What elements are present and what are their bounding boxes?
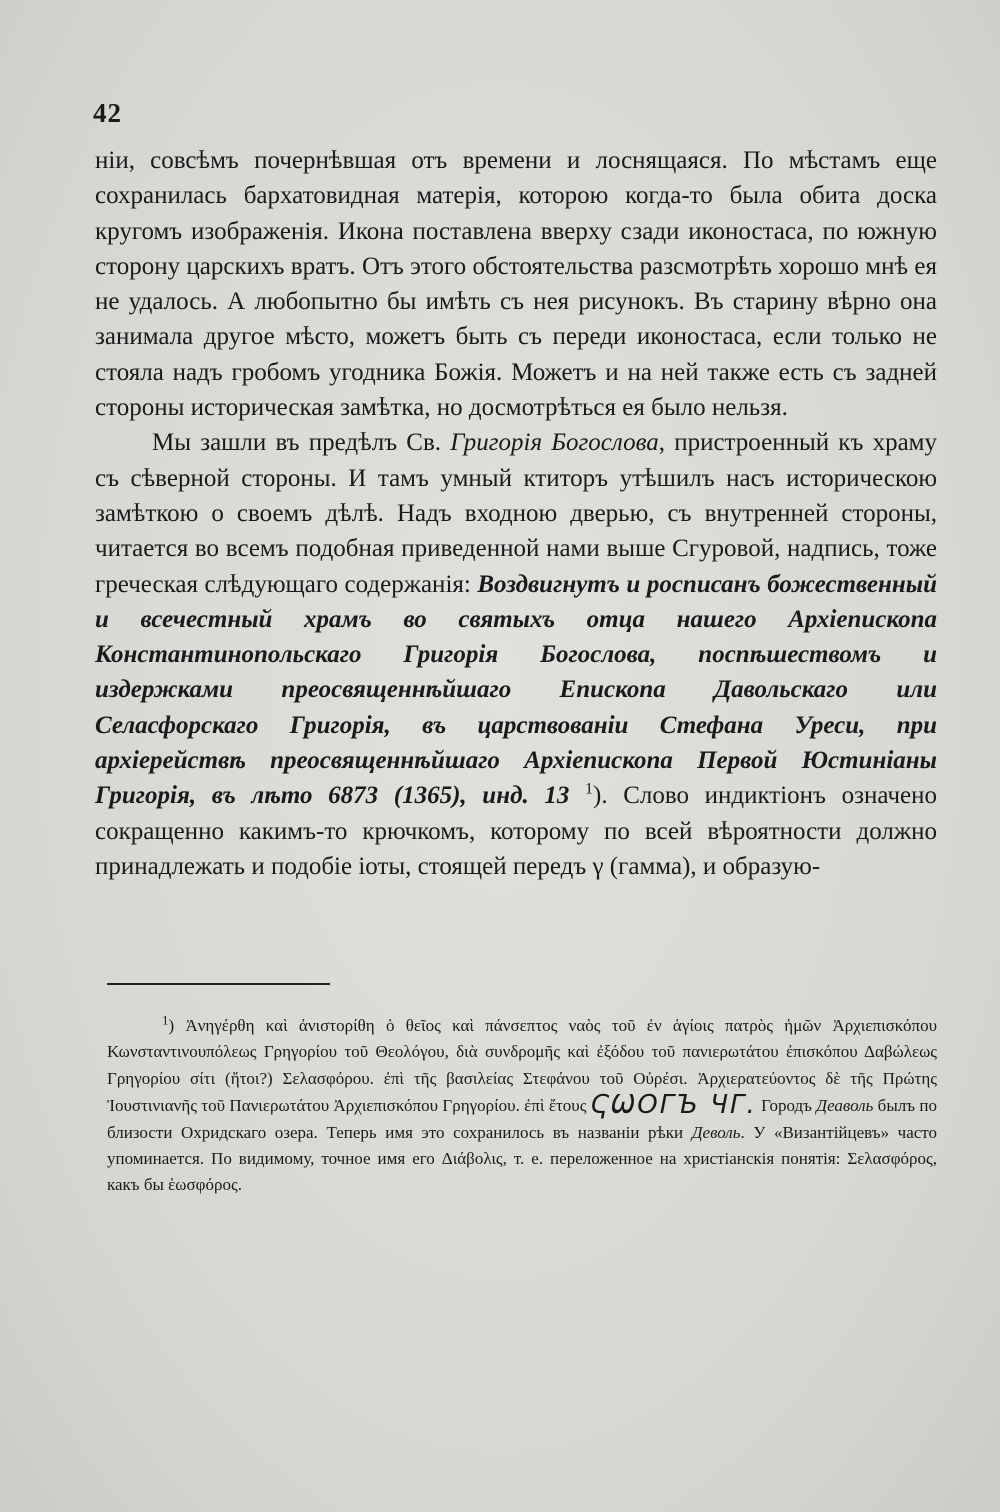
footnote-mark: 1: [162, 1012, 169, 1028]
footnotes: [107, 1013, 937, 1199]
footnote-greek-text: ) Ἀνηγέρθη καὶ ἀνιστορίθη ὁ θεῖος καὶ πάνσεπτος ναὸς τοῦ ἐν ἁγίοις πατρὸς ἡμῶν Ἀρχιεπισκόπου Κωνσταντινουπόλεως Γρηγορίου τοῦ Θεολόγου, διὰ συνδρομῆς καὶ ἐξόδου τοῦ πανιερωτάτου ἐπισκόπου Δαβώλεως Γρηγορίου σίτι (ἤτοι?) Σελασφόρου. ἐπὶ τῆς βασιλείας Στεφάνου τοῦ Οὐρέσι. Ἀρχιερατεύοντος δὲ τῆς Πρώτης Ἰουστινιανῆς τοῦ Πανιερωτάτου Ἀρχιεπισκόπου Γρηγορίου. ἐπὶ ἔτους: [107, 1016, 937, 1116]
footnote-text-c: былъ по близости Охридскаго озера. Теперь имя это сохранилось въ названіи рѣки: [107, 1096, 937, 1142]
paragraph-1: ніи, совсѣмъ почернѣвшая отъ времени и лоснящаяся. По мѣстамъ еще сохранилась бархатовидная матерія, которою когда-то была обита доска кругомъ изображенія. Икона поставлена вверху сзади иконостаса, по южную сторону царскихъ вратъ. Отъ этого обстоятельства разсмотрѣть хорошо мнѣ ея не удалось. А любопытно бы имѣть съ нея рисунокъ. Въ старину вѣрно она занимала другое мѣсто, можетъ быть съ переди иконостаса, если только не стояла надъ гробомъ угодника Божія. Можетъ и на ней также есть съ задней стороны историческая замѣтка, но досмотрѣться ея было нельзя.: [95, 147, 937, 422]
saint-name: Григорія Богослова: [450, 429, 659, 457]
paragraph-2: [95, 425, 937, 884]
footnote-text-d: . У «Византійцевъ» часто упоминается. По видимому, точное имя его Διάβολις, т. е. переложенное на христіанскія понятія: Σελασφόρος, какъ бы ἑωσφόρος.: [107, 1122, 937, 1195]
footnote-1: [107, 1013, 937, 1199]
date-glyphs: ҀѠОГЪ ЧГ.: [590, 1090, 757, 1121]
footnote-text-b: Городъ: [756, 1096, 817, 1116]
paragraph-2-middle: , пристроенный къ храму съ сѣверной стороны. И тамъ умный ктиторъ утѣшилъ насъ историческою замѣткою о своемъ дѣлѣ. Надъ входною дверью, съ внутренней стороны, читается во всемъ подобная приведенной нами выше Сгуровой, надпись, тоже греческая слѣдующаго содержанія:: [95, 429, 937, 598]
footnote-reference[interactable]: 1: [585, 781, 593, 799]
inscription-translation: Воздвигнутъ и росписанъ божественный и всечестный храмъ во святыхъ отца нашего Архіепископа Константинопольскаго Григорія Богослова, поспѣшествомъ и издержками преосвященнѣйшаго Епископа Давольскаго или Селасфорскаго Григорія, въ царствованіи Стефана Уреси, при архіерействѣ преосвященнѣйшаго Архіепископа Первой Юстиніаны Григорія, въ лѣто 6873 (1365), инд. 13: [95, 570, 937, 810]
footnote-divider: [107, 983, 330, 985]
river-name: Деволь: [691, 1122, 741, 1142]
main-text: [95, 143, 937, 884]
page-number: 42: [93, 98, 122, 128]
paragraph-2-end: ). Слово индиктіонъ означено сокращенно какимъ-то крючкомъ, которому по всей вѣроятности должно принадлежать и подобіе іоты, стоящей передъ γ (гамма), и образую-: [95, 782, 937, 880]
city-name: Деаволь: [816, 1096, 874, 1116]
paragraph-2-start: Мы зашли въ предѣлъ Св.: [152, 429, 451, 457]
